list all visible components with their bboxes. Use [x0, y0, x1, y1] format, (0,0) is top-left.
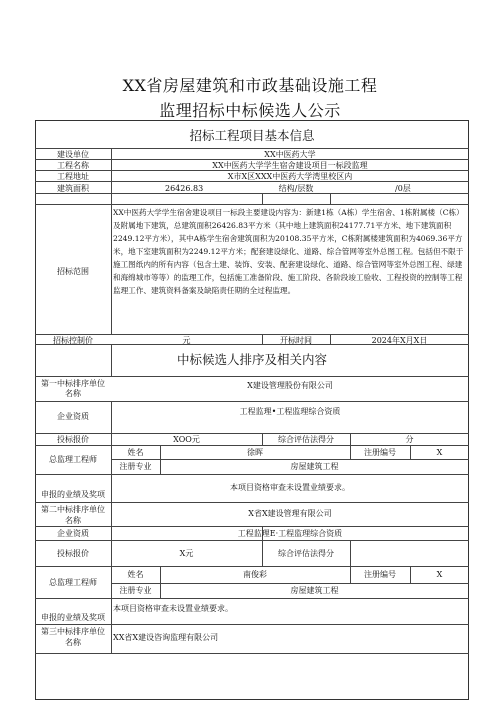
c2-specialty: 房屋建筑工程: [290, 586, 339, 595]
doc-title-line2: 监理招标中标候选人公示: [159, 101, 341, 120]
project-label: 工程名称: [57, 161, 89, 170]
owner-value: XX中医药大学: [264, 150, 316, 159]
c2-qual-label: 企业资质: [57, 529, 89, 538]
c1-qual-value: 工程监理•工程监理综合资质: [239, 407, 341, 416]
c3-rank-label-b: 名称: [65, 638, 81, 647]
open-time-label: 开标时间: [280, 336, 312, 345]
doc-title-line1: XX省房屋建筑和市政基础设施工程: [122, 76, 378, 95]
address-label: 工程地址: [57, 172, 89, 181]
c2-rank-label-b: 名称: [65, 516, 81, 525]
c2-specialty-label: 注册专业: [119, 586, 152, 595]
c2-reg-no-label: 注册编号: [364, 570, 396, 579]
c2-person-name: 南俊彩: [243, 570, 267, 579]
owner-label: 建设单位: [57, 150, 89, 159]
structure-label: 结构/层数: [278, 184, 314, 193]
c1-qual-label: 企业资质: [57, 412, 89, 421]
c1-score-value: 分: [405, 435, 414, 444]
price-unit: 元: [182, 336, 191, 345]
c1-chief-label: 总监理工程师: [49, 455, 97, 464]
c3-company-name: XX省X建设咨询监理有限公司: [113, 633, 219, 642]
area-value: 26426.83: [165, 184, 204, 193]
c1-reg-no: X: [436, 448, 443, 457]
structure-value: /0层: [395, 184, 411, 193]
c2-bid-label: 投标报价: [57, 549, 89, 558]
c3-rank-label-a: 第三中标排序单位: [41, 627, 105, 636]
c1-rank-label-b: 名称: [65, 389, 81, 398]
c1-specialty-label: 注册专业: [119, 462, 152, 471]
section-heading-candidates: 中标候选人排序及相关内容: [176, 352, 327, 367]
scope-label: 招标范围: [57, 267, 89, 276]
c1-rank-label-a: 第一中标排序单位: [41, 379, 105, 388]
open-time-value: 2024年X月X日: [371, 336, 428, 345]
price-label: 招标控制价: [53, 336, 93, 345]
section-heading-basic-info: 招标工程项目基本信息: [189, 128, 315, 143]
c1-score-label: 综合评估法得分: [278, 435, 334, 444]
area-label: 建筑面积: [57, 184, 89, 193]
c2-perf-value: 本项目资格审查未设置业绩要求。: [113, 604, 233, 613]
c1-perf-value: 本项目资格审查未设置业绩要求。: [230, 483, 350, 492]
c2-perf-label: 申报的业绩及奖项: [41, 613, 105, 622]
c1-reg-no-label: 注册编号: [364, 448, 396, 457]
scope-text: XX中医药大学学生宿舍建设项目一标段主要建设内容为：新建1栋（A栋）学生宿舍、1栋附属楼（C栋）及附属地下建筑，总建筑面积26426.83平方米（其中地上建筑面积24177.71平方米、地下建筑面积2249.12平方米），其中A栋学生宿舍建筑面积为20108.35平方米，C栋附属楼建筑面积为4069.36平方米，地下室建筑面积为2249.12平方米；配套建设绿化、道路、综合管网等室外总图工程。包括但不限于施工图纸内的所有内容（包含土建、装饰、安装、配套建设绿化、道路、综合管网等室外总图工程、绿建和海绵城市等等）的监理工作，包括施工准备阶段、施工阶段、各阶段竣工验收、工程投资的控制等工程监理工作、建筑资料备案及缺陷责任期的全过程监理。: [113, 208, 464, 295]
c1-bid-label: 投标报价: [57, 435, 89, 444]
c1-bid-value: XOO元: [173, 435, 200, 444]
c2-rank-label-a: 第二中标排序单位: [41, 505, 105, 514]
c2-bid-value: X元: [179, 549, 194, 558]
project-value: XX中医药大学学生宿舍建设项目一标段监理: [212, 161, 368, 170]
c1-specialty: 房屋建筑工程: [290, 462, 339, 471]
address-value: X市X区XXX中医药大学湾里校区内: [227, 172, 353, 181]
c1-perf-label: 申报的业绩及奖项: [41, 490, 105, 499]
c2-person-name-label: 姓名: [127, 570, 144, 579]
c2-reg-no: X: [436, 570, 443, 579]
c2-company-name: X省X建设管理有限公司: [248, 509, 332, 518]
c1-company-name: X建设管理股份有限公司: [247, 381, 333, 390]
c1-person-name-label: 姓名: [127, 448, 144, 457]
c2-chief-label: 总监理工程师: [49, 578, 97, 587]
c1-person-name: 徐晖: [247, 448, 263, 457]
c2-score-label: 综合评估法得分: [278, 549, 334, 558]
c2-qual-value: 工程监理E·工程监理综合资质: [237, 529, 343, 538]
